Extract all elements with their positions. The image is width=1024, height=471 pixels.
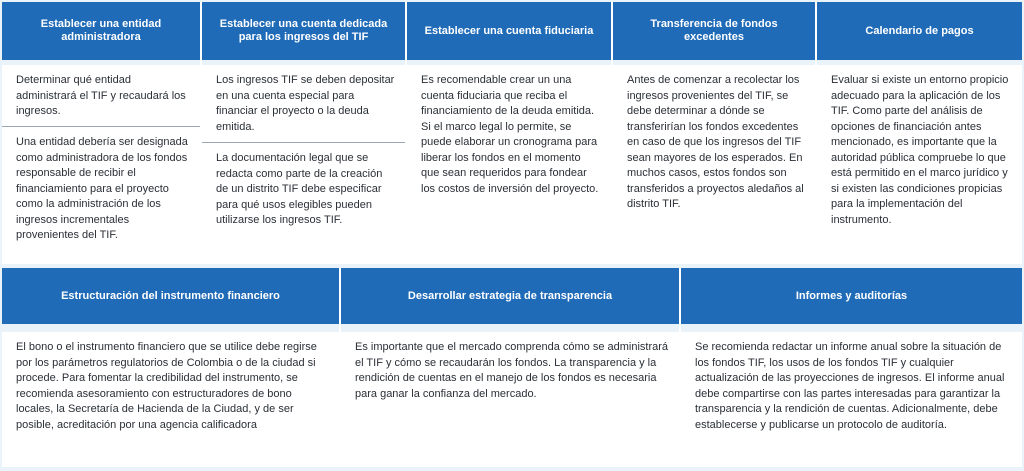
table-cell: Es importante que el mercado comprenda cómo se administrará el TIF y cómo se recaudarán los fondos. La transparencia y la rendición de cuentas en el manejo de los fondos es necesaria para ganar la confianza del mercado.: [355, 341, 669, 400]
column-header: Transferencia de fondos excedentes: [613, 2, 815, 60]
column-body: [681, 332, 1022, 467]
column-body: [202, 65, 405, 264]
column-body: [407, 65, 611, 264]
column-body: [2, 332, 339, 467]
table-cell: El bono o el instrumento financiero que se utilice debe regirse por los parámetros regulatorios de Colombia o de la ciudad si procede. Para fomentar la credibilidad del instrumento, se recomienda asesoramiento con estructuradores de bono locales, la Secretaría de Hacienda de la Ciudad, y de ser posible, acreditación por una agencia calificadora: [16, 341, 317, 431]
table-cell: Se recomienda redactar un informe anual sobre la situación de los fondos TIF, los usos de los fondos TIF y cualquier actualización de las proyecciones de ingresos. El informe anual debe compartirse con las partes interesadas para garantizar la transparencia y la rendición de cuentas. Adicionalmente, debe establecerse y publicarse un protocolo de auditoría.: [695, 341, 1005, 431]
column-body: [817, 65, 1022, 264]
table-cell: Es recomendable crear un una cuenta fiduciaria que reciba el financiamiento de la deuda emitida. Si el marco legal lo permite, se puede elaborar un cronograma para liberar los fondos en el momento que sean requeridos para fondear los costos de inversión del proyecto.: [421, 74, 599, 195]
table-cell: Una entidad debería ser designada como administradora de los fondos responsable de recibir el financiamiento para el proyecto como la administración de los ingresos incrementales provenientes del TIF.: [16, 136, 188, 241]
column-body: [613, 65, 815, 264]
table-cell: Determinar qué entidad administrará el TIF y recaudará los ingresos.: [2, 65, 200, 127]
column-calendario-pagos: [817, 2, 1022, 264]
column-entidad-administradora: [2, 2, 202, 264]
table-cell: Los ingresos TIF se deben depositar en una cuenta especial para financiar el proyecto o la deuda emitida.: [202, 65, 405, 143]
column-fondos-excedentes: [613, 2, 817, 264]
table-cell: La documentación legal que se redacta como parte de la creación de un distrito TIF debe especificar para qué usos elegibles pueden utilizarse los ingresos TIF.: [216, 152, 383, 226]
column-cuenta-dedicada: [202, 2, 407, 264]
column-header: Estructuración del instrumento financiero: [2, 268, 339, 324]
column-header: Desarrollar estrategia de transparencia: [341, 268, 679, 324]
column-header: Establecer una cuenta dedicada para los ingresos del TIF: [202, 2, 405, 60]
column-body: [2, 65, 200, 264]
column-estructuracion: [2, 268, 341, 467]
bottom-row: [2, 268, 1022, 467]
column-cuenta-fiduciaria: [407, 2, 613, 264]
column-header: Calendario de pagos: [817, 2, 1022, 60]
column-informes-auditorias: [681, 268, 1022, 467]
column-body: [341, 332, 679, 467]
column-header: Establecer una cuenta fiduciaria: [407, 2, 611, 60]
column-header: Informes y auditorías: [681, 268, 1022, 324]
table-cell: Antes de comenzar a recolectar los ingresos provenientes del TIF, se debe determinar a dónde se transferirían los fondos excedentes en caso de que los ingresos del TIF sean mayores de los esperados. En muchos casos, estos fondos son transferidos a proyectos aledaños al distrito TIF.: [627, 74, 804, 210]
top-row: [2, 2, 1022, 264]
column-transparencia: [341, 268, 681, 467]
column-header: Establecer una entidad administradora: [2, 2, 200, 60]
table-cell: Evaluar si existe un entorno propicio adecuado para la aplicación de los TIF. Como parte del análisis de opciones de financiación antes mencionado, es importante que la autoridad pública compruebe lo que está permitido en el marco jurídico y si existen las condiciones propicias para la implementación del instrumento.: [831, 74, 1009, 226]
